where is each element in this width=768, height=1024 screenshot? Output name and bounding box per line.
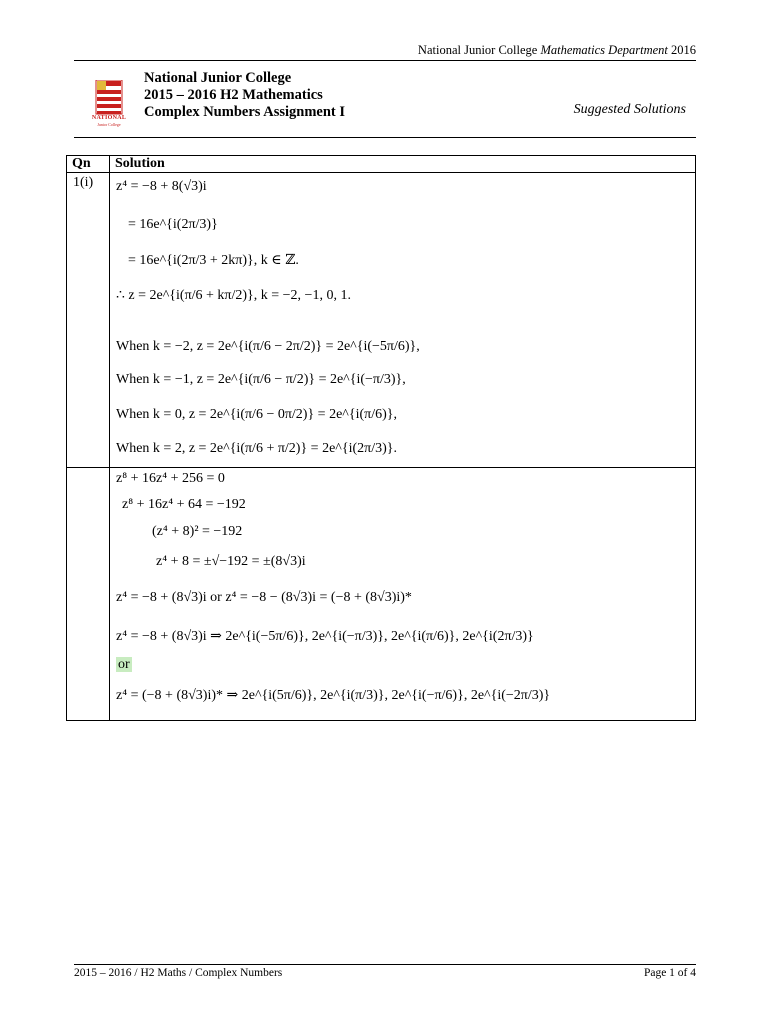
college-logo	[92, 80, 126, 130]
solution-line: z⁴ = −8 + 8(√3)i	[116, 179, 207, 194]
solution-line: z⁴ = (−8 + (8√3)i)* ⇒ 2e^{i(5π/6)}, 2e^{i(π/3)}, 2e^{i(−π/6)}, 2e^{i(−2π/3)}	[116, 688, 551, 703]
solution-cell	[110, 468, 695, 720]
table-row	[67, 468, 696, 721]
table-row	[67, 173, 696, 468]
header-solution: Solution	[110, 156, 696, 173]
running-header	[418, 43, 696, 58]
logo-text: NATIONAL	[91, 115, 127, 121]
solution-line: When k = −1, z = 2e^{i(π/6 − π/2)} = 2e^{i(−π/3)},	[116, 372, 406, 387]
logo-subtext: Junior College	[97, 122, 121, 127]
solution-table	[66, 155, 696, 721]
solution-cell	[110, 173, 695, 467]
solution-line: = 16e^{i(2π/3 + 2kπ)}, k ∈ ℤ.	[128, 253, 299, 268]
solution-line: z⁴ + 8 = ±√−192 = ±(8√3)i	[156, 554, 306, 569]
header-org: National Junior College	[417, 43, 538, 57]
solution-line: When k = −2, z = 2e^{i(π/6 − 2π/2)} = 2e^{i(−5π/6)},	[116, 339, 420, 354]
solution-line: z⁸ + 16z⁴ + 64 = −192	[122, 497, 246, 512]
suggested-solutions-label: Suggested Solutions	[573, 102, 686, 117]
solution-line: z⁴ = −8 + (8√3)i or z⁴ = −8 − (8√3)i = (−8 + (8√3)i)*	[116, 590, 412, 605]
or-highlight: or	[118, 657, 130, 672]
table-header-row	[67, 156, 696, 173]
question-number	[67, 468, 109, 470]
solution-line: When k = 0, z = 2e^{i(π/6 − 0π/2)} = 2e^{i(π/6)},	[116, 407, 397, 422]
solution-line: z⁸ + 16z⁴ + 256 = 0	[116, 471, 225, 486]
solution-line: ∴ z = 2e^{i(π/6 + kπ/2)}, k = −2, −1, 0, 1.	[116, 288, 351, 303]
title-line-1: National Junior College	[144, 70, 292, 86]
header-rule	[74, 60, 696, 61]
header-year: 2016	[671, 43, 696, 57]
solution-line: When k = 2, z = 2e^{i(π/6 + π/2)} = 2e^{i(2π/3)}.	[116, 441, 397, 456]
title-line-3: Complex Numbers Assignment I	[144, 104, 345, 120]
footer-rule	[74, 964, 696, 965]
page-number: Page 1 of 4	[643, 967, 696, 979]
solution-line: (z⁴ + 8)² = −192	[152, 524, 243, 539]
header-dept: Mathematics Department	[540, 43, 668, 57]
title-line-2: 2015 – 2016 H2 Mathematics	[144, 87, 323, 103]
question-number: 1(i)	[73, 175, 94, 190]
title-rule	[74, 137, 696, 138]
solution-line-or	[116, 657, 132, 673]
solution-line: = 16e^{i(2π/3)}	[128, 217, 218, 232]
header-qn: Qn	[67, 156, 110, 173]
footer-left: 2015 – 2016 / H2 Maths / Complex Numbers	[74, 967, 283, 979]
solution-line: z⁴ = −8 + (8√3)i ⇒ 2e^{i(−5π/6)}, 2e^{i(−π/3)}, 2e^{i(π/6)}, 2e^{i(2π/3)}	[116, 629, 534, 644]
